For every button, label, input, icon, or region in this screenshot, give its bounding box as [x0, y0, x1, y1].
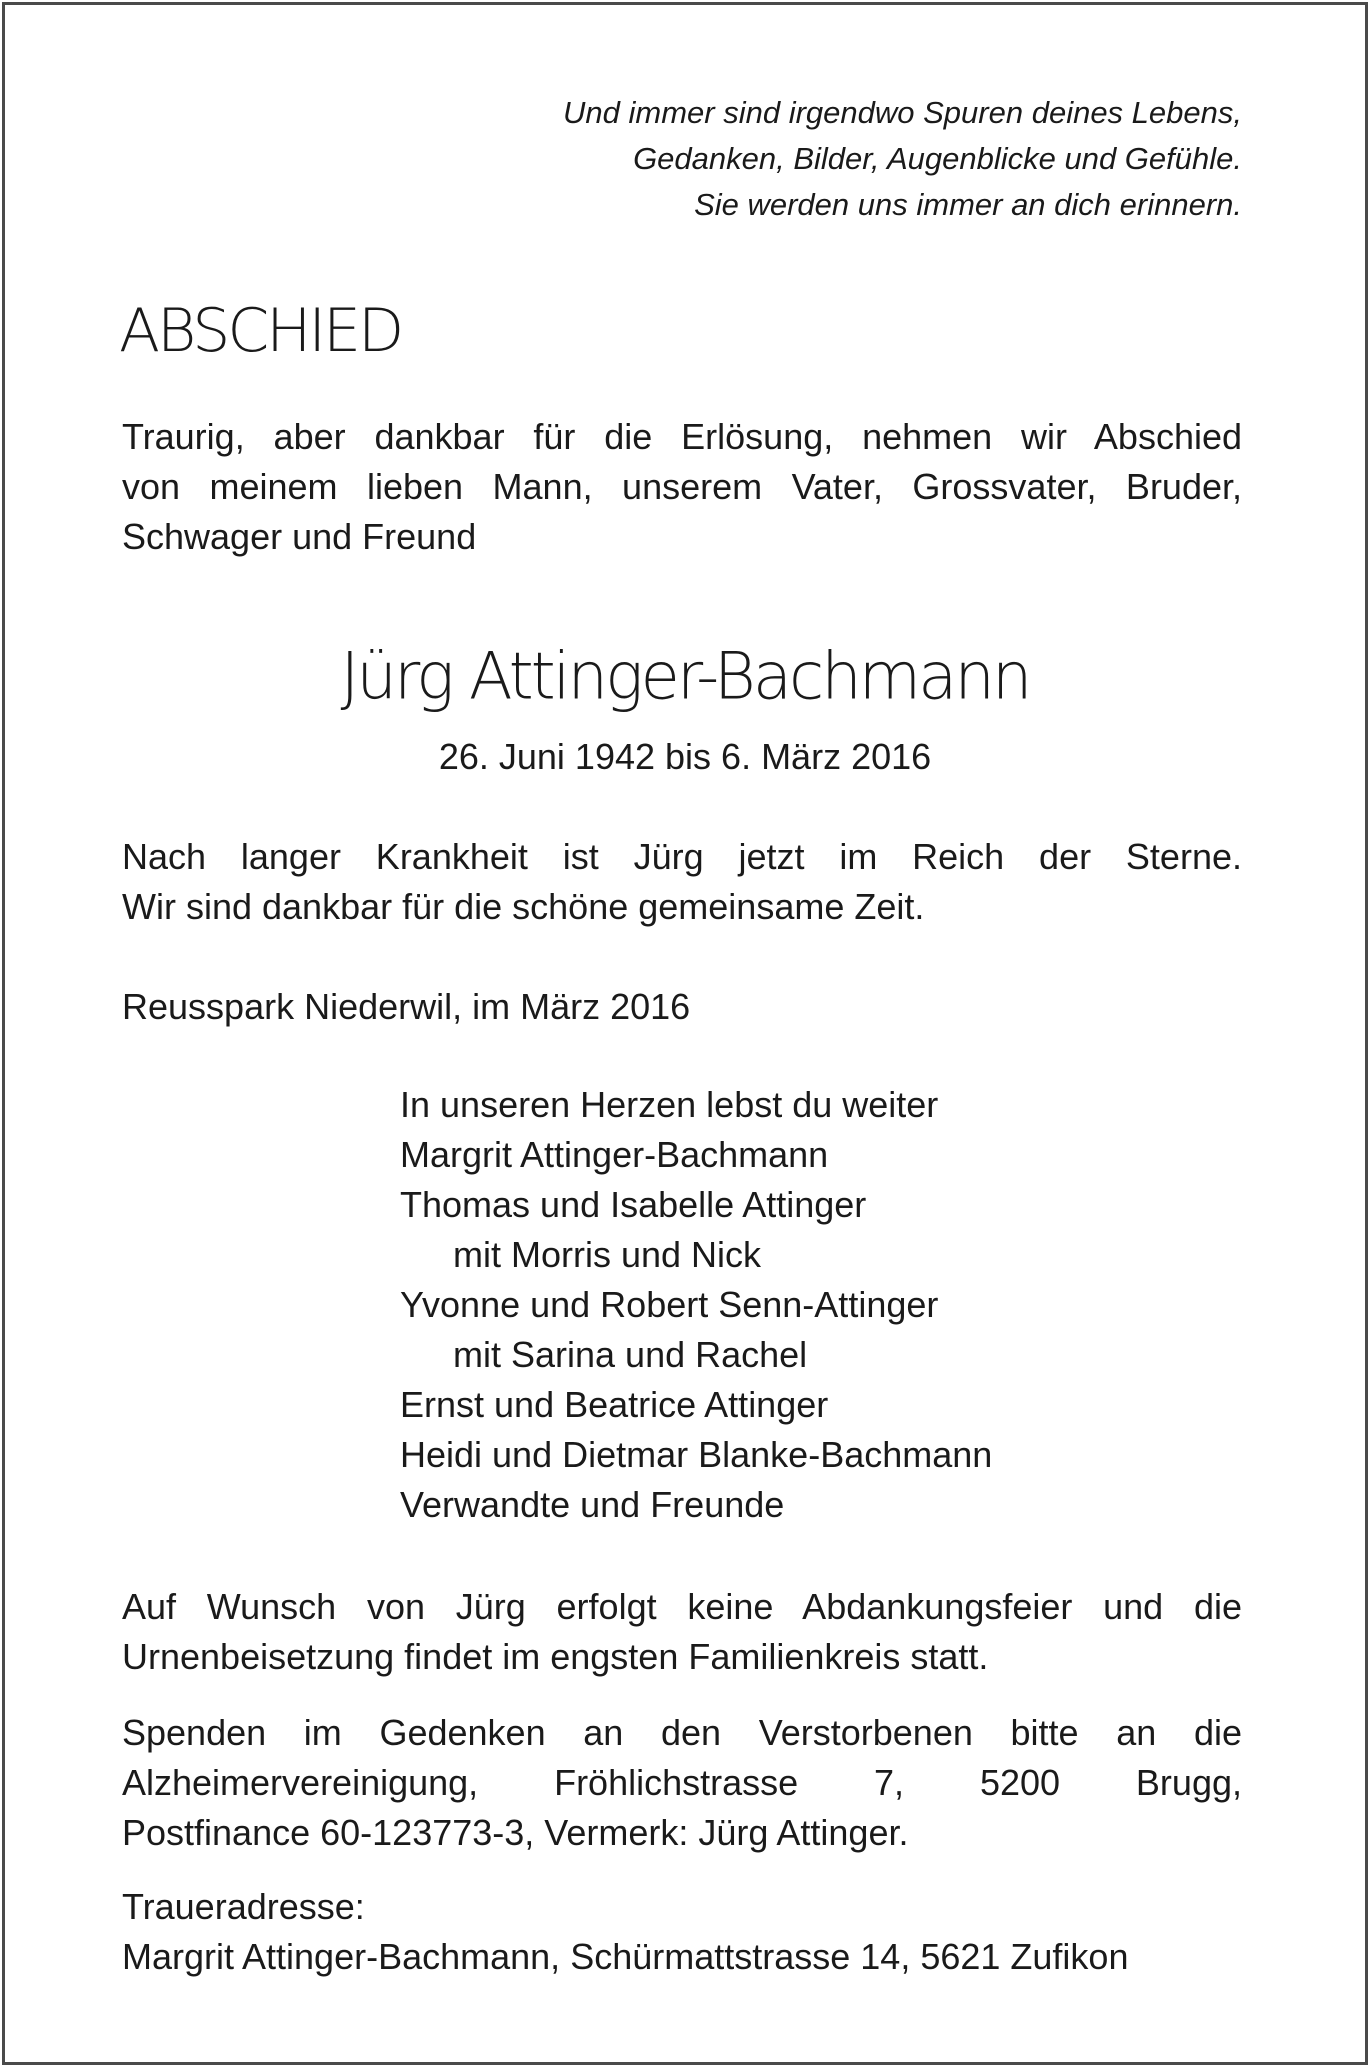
place-date-line: Reusspark Niederwil, im März 2016 — [122, 986, 691, 1027]
donations-line: Spenden im Gedenken an den Verstorbenen bitte an die — [122, 1712, 1242, 1753]
mourner-line: In unseren Herzen lebst du weiter — [400, 1084, 939, 1125]
mourner-line: Ernst und Beatrice Attinger — [400, 1384, 829, 1425]
intro-paragraph — [122, 412, 1242, 562]
ceremony-line: Urnenbeisetzung findet im engsten Familienkreis statt. — [122, 1636, 989, 1677]
mourning-address — [122, 1882, 1242, 1982]
place-date — [122, 982, 1242, 1032]
mourner-line: Heidi und Dietmar Blanke-Bachmann — [400, 1434, 993, 1475]
motto-line: Sie werden uns immer an dich erinnern. — [694, 187, 1242, 222]
mourner-line: Verwandte und Freunde — [400, 1484, 785, 1525]
address-label: Traueradresse: — [122, 1886, 365, 1927]
life-dates: 26. Juni 1942 bis 6. März 2016 — [438, 736, 932, 777]
mourner-line: mit Sarina und Rachel — [453, 1334, 808, 1375]
motto-line: Gedanken, Bilder, Augenblicke und Gefühle. — [633, 141, 1242, 176]
intro-line: Traurig, aber dankbar für die Erlösung, nehmen wir Abschied — [122, 416, 1242, 457]
address-line: Margrit Attinger-Bachmann, Schürmattstrasse 14, 5621 Zufikon — [122, 1936, 1129, 1977]
deceased-name: Jürg Attinger-Bachmann — [340, 639, 1030, 715]
motto-line: Und immer sind irgendwo Spuren deines Lebens, — [563, 95, 1242, 130]
message-paragraph — [122, 832, 1242, 932]
mourner-line: Thomas und Isabelle Attinger — [400, 1184, 867, 1225]
message-line: Wir sind dankbar für die schöne gemeinsame Zeit. — [122, 886, 925, 927]
mourners-list — [400, 1080, 1200, 1530]
heading-abschied: ABSCHIED — [119, 296, 402, 366]
message-line: Nach langer Krankheit ist Jürg jetzt im Reich der Sterne. — [122, 836, 1242, 877]
mourner-line: Margrit Attinger-Bachmann — [400, 1134, 829, 1175]
donations-line: Postfinance 60-123773-3, Vermerk: Jürg Attinger. — [122, 1812, 909, 1853]
intro-line: Schwager und Freund — [122, 516, 477, 557]
ceremony-line: Auf Wunsch von Jürg erfolgt keine Abdankungsfeier und die — [122, 1586, 1242, 1627]
mourner-line: Yvonne und Robert Senn-Attinger — [400, 1284, 939, 1325]
motto-verse — [122, 90, 1242, 228]
donations-paragraph — [122, 1708, 1242, 1858]
ceremony-paragraph — [122, 1582, 1242, 1682]
mourner-line: mit Morris und Nick — [453, 1234, 762, 1275]
intro-line: von meinem lieben Mann, unserem Vater, Grossvater, Bruder, — [122, 466, 1242, 507]
donations-line: Alzheimervereinigung, Fröhlichstrasse 7, 5200 Brugg, — [122, 1762, 1242, 1803]
